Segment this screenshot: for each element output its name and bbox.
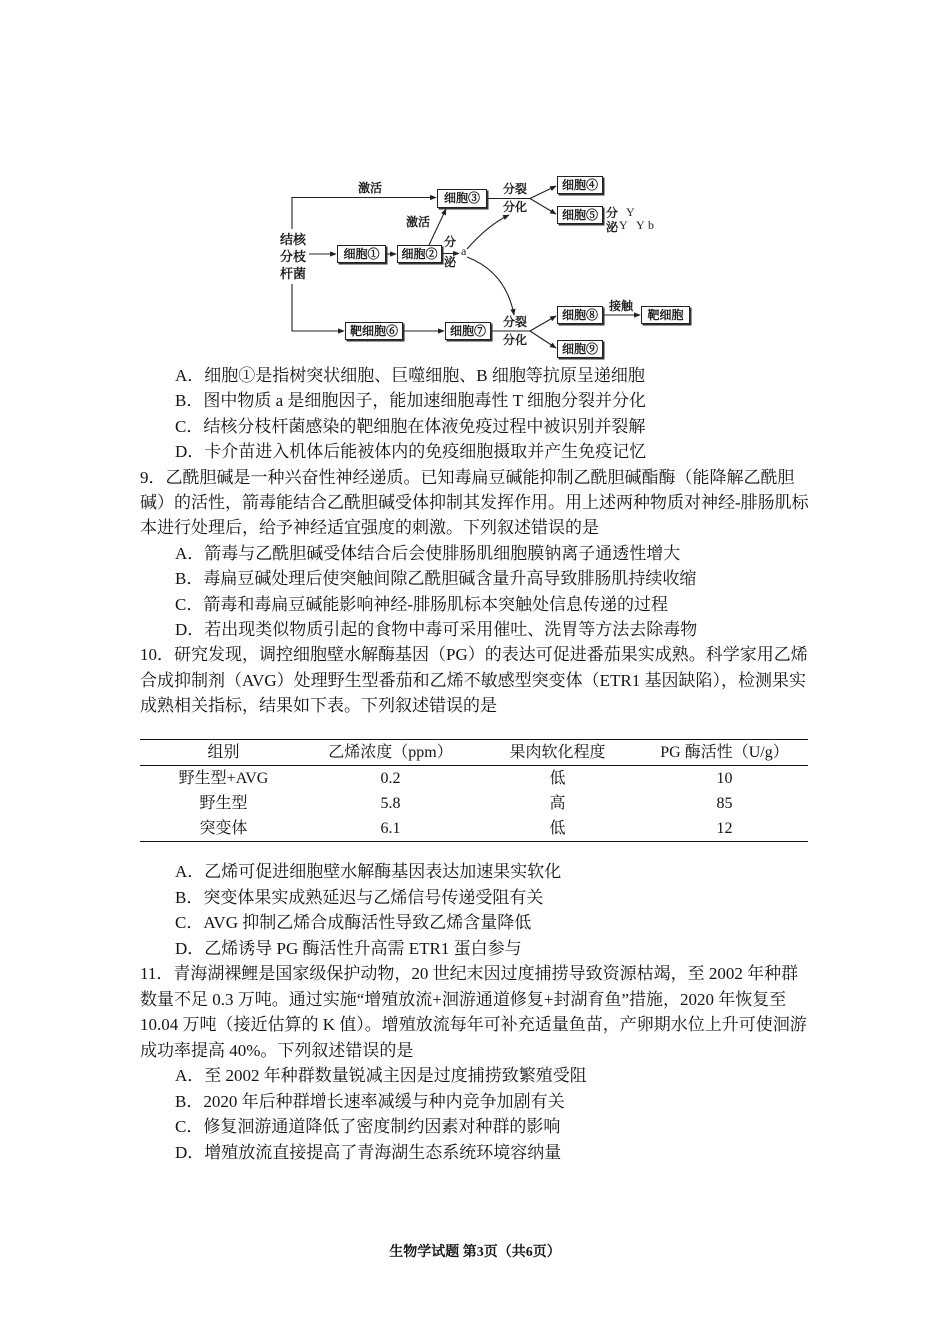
table-header-cell: 果肉软化程度 [474,740,641,766]
q10-option-b: B．突变体果实成熟延迟与乙烯信号传递受阻有关 [175,887,544,907]
table-cell: 12 [716,820,733,837]
text-block-lower [0,859,950,1165]
cell-7-box: 细胞⑦ [445,322,491,340]
table-cell: 6.1 [380,820,401,837]
arrow-division-to-cell4 [530,186,556,199]
q11-stem-line: 数量不足 0.3 万吨。通过实施“增殖放流+洄游通道修复+封湖育鱼”措施，2020 年恢复至 [140,989,787,1009]
table-cell: 85 [716,795,733,812]
diagram-arrows [0,0,950,370]
target-cell-6-box: 靶细胞⑥ [345,322,403,340]
arrow-division-to-cell8 [530,316,556,331]
table-cell: 5.8 [380,795,401,812]
q10-results-table [140,739,808,842]
q11-option-d: D．增殖放流直接提高了青海湖生态系统环境容纳量 [175,1142,562,1162]
q10-stem-line: 合成抑制剂（AVG）处理野生型番茄和乙烯不敏感型突变体（ETR1 基因缺陷），检测果实 [140,670,806,690]
table-cell: 高 [549,795,566,812]
secrete-label-a-char1: 分 [444,235,457,249]
q11-option-c: C．修复洄游通道降低了密度制约因素对种群的影响 [175,1117,561,1136]
secrete-label-a-char2: 泌 [444,255,457,269]
secrete-label-b-char2: 泌 [606,220,619,234]
activate-label-mid: 激活 [406,215,431,229]
table-cell: 野生型 [199,795,248,812]
table-row [140,791,808,816]
q10-option-c: C．AVG 抑制乙烯合成酶活性导致乙烯含量降低 [175,913,532,932]
table-header-cell: PG 酶活性（U/g） [641,740,808,766]
cell-5-box: 细胞⑤ [557,206,603,224]
q9-option-d: D．若出现类似物质引起的食物中毒可采用催吐、洗胃等方法去除毒物 [175,620,698,640]
table-header-cell: 组别 [140,740,307,766]
differentiate-label-bottom: 分化 [503,333,528,347]
contact-label: 接触 [609,299,634,313]
q9-stem-line: 9．乙酰胆碱是一种兴奋性神经递质。已知毒扁豆碱能抑制乙酰胆碱酯酶（能降解乙酰胆 [140,467,795,487]
q11-stem-line: 成功率提高 40%。下列叙述错误的是 [140,1040,414,1060]
table-cell: 野生型+AVG [178,770,269,787]
table-cell: 低 [549,770,566,787]
cell-4-box: 细胞④ [557,176,603,194]
table-header-cell: 乙烯浓度（ppm） [307,740,474,766]
cell-3-box: 细胞③ [437,189,487,208]
divide-label-top: 分裂 [503,182,528,196]
arrow-pathogen-to-target-cell6 [292,284,344,331]
q10-option-d: D．乙烯诱导 PG 酶活性升高需 ETR1 蛋白参与 [175,938,522,958]
pathogen-label-line: 杆菌 [279,266,306,281]
cell-2-box: 细胞② [397,245,442,263]
q8-option-a: A．细胞①是指树突状细胞、巨噬细胞、B 细胞等抗原呈递细胞 [175,366,645,385]
secrete-label-b-char1: 分 [606,206,619,220]
arrow-a-to-lower-division [467,257,514,315]
pathogen-label-line: 分枝 [279,249,306,264]
pathogen-label [279,231,307,282]
q8-option-d: D．卡介苗进入机体后能被体内的免疫细胞摄取并产生免疫记忆 [175,442,647,462]
q8-option-c: C．结核分枝杆菌感染的靶细胞在体液免疫过程中被识别并裂解 [175,416,646,436]
q10-option-a: A．乙烯可促进细胞壁水解酶基因表达加速果实软化 [175,862,562,881]
q9-option-c: C．箭毒和毒扁豆碱能影响神经-腓肠肌标本突触处信息传递的过程 [175,594,668,614]
q9-option-a: A．箭毒与乙酰胆碱受体结合后会使腓肠肌细胞膜钠离子通透性增大 [175,543,681,563]
q9-option-b: B．毒扁豆碱处理后使突触间隙乙酰胆碱含量升高导致腓肠肌持续收缩 [175,569,697,589]
table-cell: 低 [549,820,566,837]
differentiate-label-top: 分化 [503,200,528,214]
activate-label-top: 激活 [358,181,383,195]
immune-response-diagram [0,0,950,370]
cell-9-box: 细胞⑨ [557,340,603,358]
arrow-division-to-cell9 [530,331,556,348]
q10-stem-line: 成熟相关指标，结果如下表。下列叙述错误的是 [140,696,497,716]
antibody-icon: Y [619,218,628,232]
divide-label-bottom: 分裂 [503,315,528,329]
antibody-icon: Y [636,218,645,232]
substance-a-label: a [461,244,467,258]
q8-option-b: B．图中物质 a 是细胞因子，能加速细胞毒性 T 细胞分裂并分化 [175,391,646,411]
arrow-a-to-upper-division [467,215,509,249]
table-cell: 突变体 [199,820,248,837]
pathogen-label-line: 结核 [279,232,306,247]
q11-option-b: B．2020 年后种群增长速率减缓与种内竞争加剧有关 [175,1091,565,1111]
target-cell-box: 靶细胞 [641,306,690,324]
cell-1-box: 细胞① [337,245,386,263]
q11-option-a: A．至 2002 年种群数量锐减主因是过度捕捞致繁殖受阻 [175,1066,587,1085]
q9-stem-line: 碱）的活性，箭毒能结合乙酰胆碱受体抑制其发挥作用。用上述两种物质对神经-腓肠肌标 [140,493,809,513]
cell-8-box: 细胞⑧ [557,306,603,324]
q10-stem-line: 10．研究发现，调控细胞壁水解酶基因（PG）的表达可促进番茄果实成熟。科学家用乙烯 [140,645,808,665]
q9-stem-line: 本进行处理后，给予神经适宜强度的刺激。下列叙述错误的是 [140,518,599,538]
page-footer: 生物学试题 第3页（共6页） [389,1245,561,1260]
table-row [140,766,808,792]
table-header-row [140,740,808,766]
table-cell: 10 [716,770,733,787]
text-block-upper [0,363,950,719]
antibody-icon: Y [626,205,635,219]
substance-b-label: b [648,218,654,232]
table-cell: 0.2 [380,770,401,787]
q11-stem-line: 10.04 万吨（接近估算的 K 值）。增殖放流每年可补充适量鱼苗，产卵期水位上升可使洄游 [140,1015,807,1034]
q11-stem-line: 11．青海湖裸鲤是国家级保护动物，20 世纪末因过度捕捞导致资源枯竭，至 2002 年种群 [140,964,799,983]
arrow-division-to-cell5 [530,199,556,215]
table-row [140,816,808,842]
